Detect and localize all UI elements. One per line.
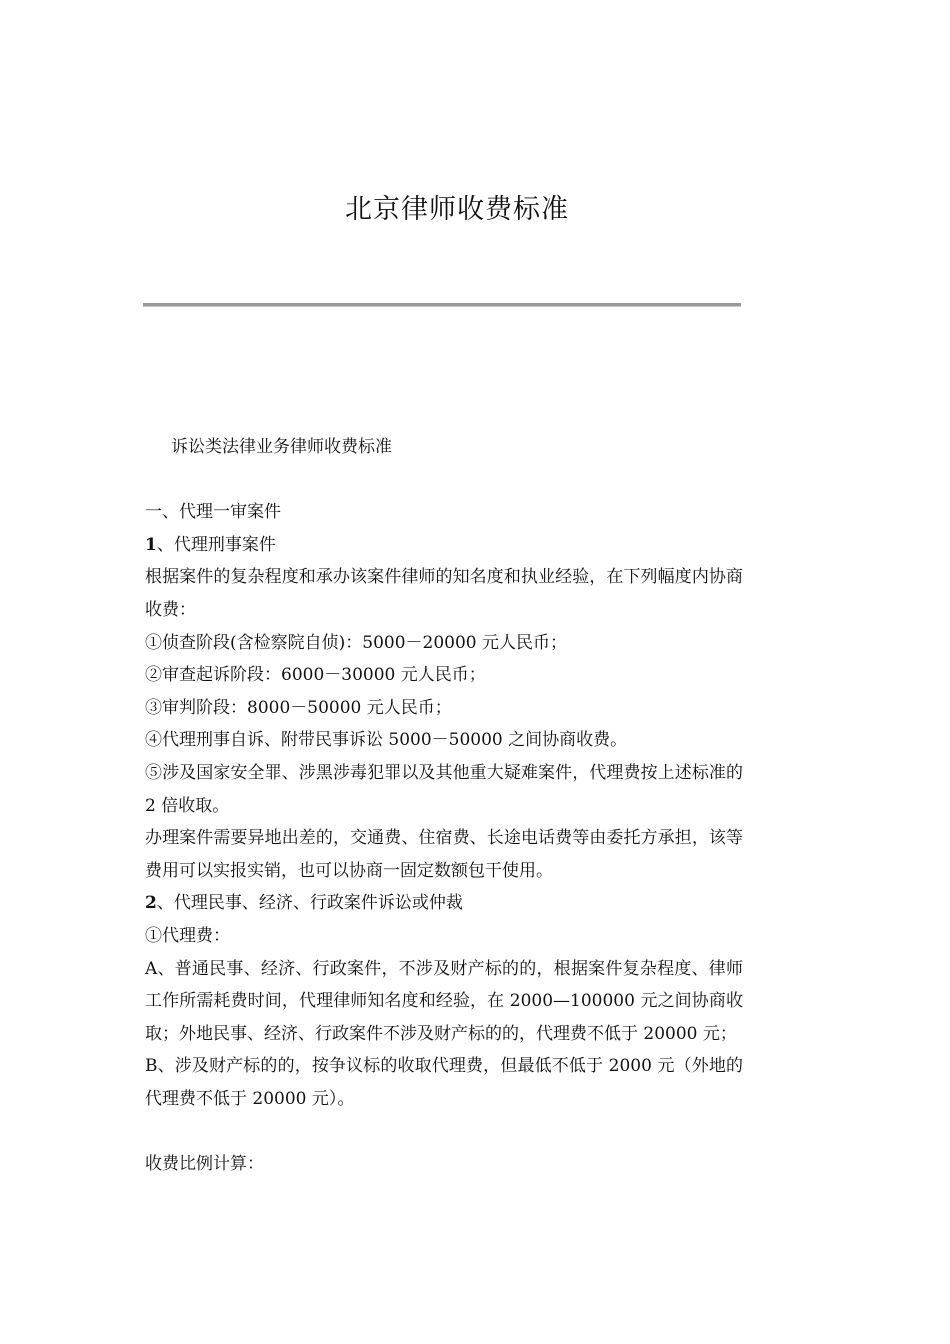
item-number: 2: [145, 893, 157, 914]
paragraph: 收费比例计算：: [145, 1154, 264, 1175]
paragraph: ④代理刑事自诉、附带民事诉讼 5000－50000 之间协商收费。: [145, 730, 628, 751]
item-heading-text: 、代理民事、经济、行政案件诉讼或仲裁: [156, 893, 463, 914]
paragraph: ③审判阶段：8000－50000 元人民币；: [145, 697, 452, 718]
item-heading-civil: [145, 887, 743, 920]
item-number: 1: [145, 534, 157, 555]
paragraph: ①代理费：: [145, 925, 230, 946]
paragraph: ①侦查阶段(含检察院自侦)：5000－20000 元人民币；: [145, 632, 568, 653]
spacer: [145, 464, 743, 497]
paragraph: 根据案件的复杂程度和承办该案件律师的知名度和执业经验，在下列幅度内协商收费：: [145, 567, 743, 620]
paragraph: ⑤涉及国家安全罪、涉黑涉毒犯罪以及其他重大疑难案件，代理费按上述标准的 2 倍收取。: [145, 762, 743, 816]
item-heading-criminal: [145, 529, 743, 562]
section-heading: 一、代理一审案件: [145, 502, 281, 523]
section-subtitle: 诉讼类法律业务律师收费标准: [171, 437, 392, 457]
paragraph: A、普通民事、经济、行政案件，不涉及财产标的的，根据案件复杂程度、律师工作所需耗费时间，代理律师知名度和经验，在 2000—100000 元之间协商收取；外地民事、经济、行政案件不涉及财产标的的，代理费不低于 20000 元；: [145, 958, 743, 1044]
horizontal-rule: [143, 303, 741, 307]
paragraph: 办理案件需要异地出差的，交通费、住宿费、长途电话费等由委托方承担，该等费用可以实报实销，也可以协商一固定数额包干使用。: [145, 828, 743, 881]
paragraph: ②审查起诉阶段：6000－30000 元人民币；: [145, 665, 486, 686]
document-body: [145, 431, 743, 1181]
spacer: [145, 1115, 743, 1148]
paragraph: B、涉及财产标的的，按争议标的收取代理费，但最低不低于 2000 元（外地的代理费不低于 20000 元）。: [145, 1056, 743, 1109]
document-title: 北京律师收费标准: [345, 194, 569, 225]
item-heading-text: 、代理刑事案件: [156, 534, 276, 555]
